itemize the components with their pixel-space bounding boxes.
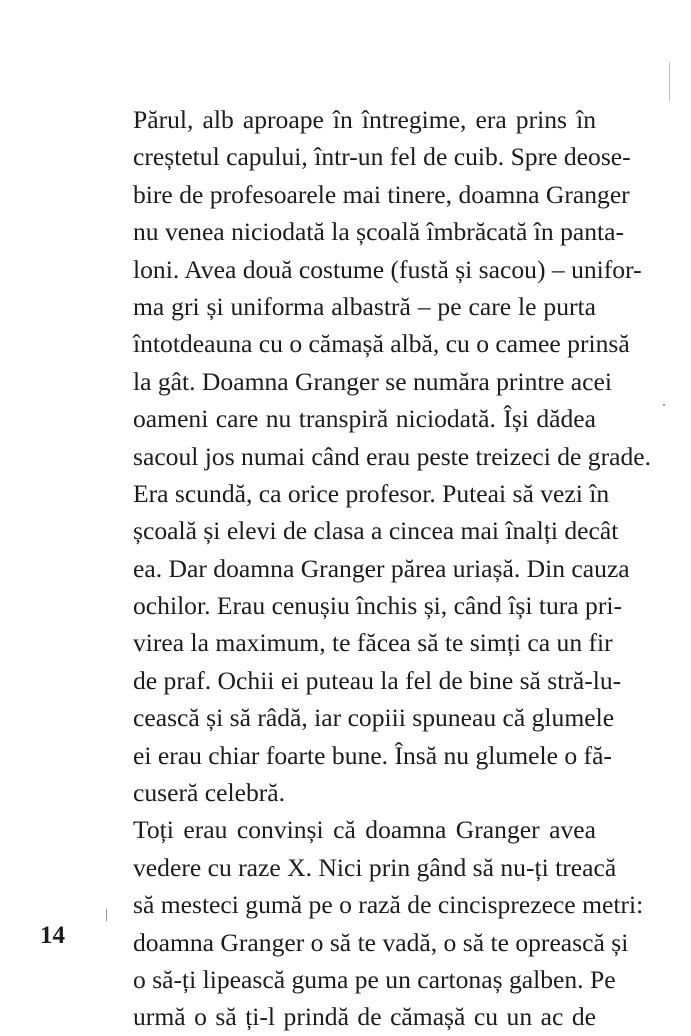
text-line: Toți erau convinși că doamna Granger avea: [133, 815, 596, 845]
text-line: Părul, alb aproape în întregime, era prins în: [133, 105, 596, 134]
text-line: ma gri și uniforma albastră – pe care le purta: [133, 291, 596, 321]
text-line: ei erau chiar foarte bune. Însă nu glumele o fă-: [133, 740, 612, 770]
text-line: creștetul capului, într-un fel de cuib. Spre deose-: [133, 142, 631, 172]
text-line: bire de profesoarele mai tinere, doamna Granger: [133, 179, 630, 209]
text-line: de praf. Ochii ei puteau la fel de bine să stră-lu-: [133, 665, 622, 695]
text-line: Era scundă, ca orice profesor. Puteai să vezi în: [133, 478, 610, 508]
text-line: la gât. Doamna Granger se număra printre acei: [133, 366, 612, 396]
text-line: școală și elevi de clasa a cincea mai înalți decât: [133, 516, 619, 546]
text-line: urmă o să ți-l prindă de cămașă cu un ac de: [133, 1002, 596, 1032]
text-line: doamna Granger o să te vadă, o să te oprească și: [133, 927, 629, 957]
text-line: nu venea niciodată la școală îmbrăcată în panta-: [133, 217, 625, 247]
text-line: întotdeauna cu o cămașă albă, cu o camee prinsă: [133, 329, 630, 359]
text-line: o să-ți lipească guma pe un cartonaș galben. Pe: [133, 964, 616, 994]
page-number: 14: [40, 922, 65, 949]
text-line: sacoul jos numai când erau peste treizeci de grade.: [133, 441, 652, 471]
text-line: loni. Avea două costume (fustă și sacou) – unifor-: [133, 254, 642, 284]
text-line: să mesteci gumă pe o rază de cincisprezece metri:: [133, 890, 644, 920]
scan-edge-mark: [669, 63, 670, 101]
text-line: virea la maximum, te făcea să te simți ca un fir: [133, 628, 613, 658]
text-line: vedere cu raze X. Nici prin gând să nu-ți treacă: [133, 852, 617, 882]
body-text: [133, 101, 652, 1036]
text-line: ea. Dar doamna Granger părea uriașă. Din cauza: [133, 553, 630, 583]
text-line: oameni care nu transpiră niciodată. Își dădea: [133, 404, 596, 434]
text-line: ochilor. Erau cenușiu închis și, când își tura pri-: [133, 591, 623, 621]
text-line: cuseră celebră.: [133, 778, 286, 808]
scan-dot-mark: [663, 404, 665, 406]
scan-edge-mark-bottom: [106, 909, 107, 921]
text-line: cească și să râdă, iar copiii spuneau că glumele: [133, 703, 615, 733]
